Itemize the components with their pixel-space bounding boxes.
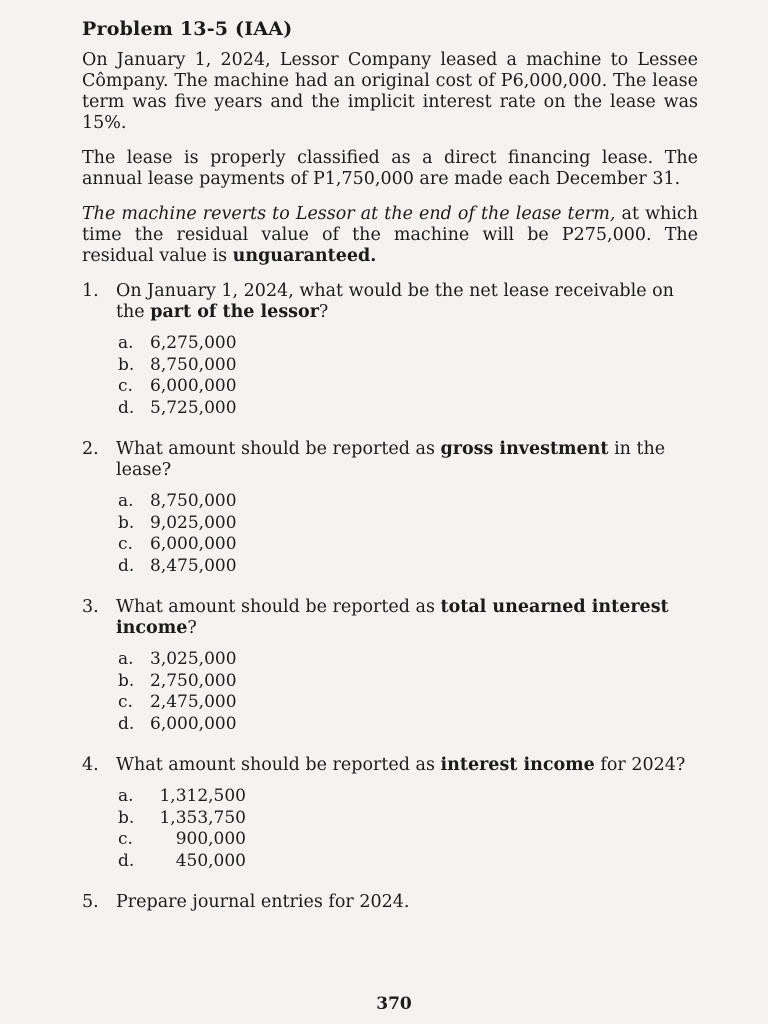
answer-option[interactable] <box>118 355 698 377</box>
option-value: 6,000,000 <box>150 534 237 554</box>
option-letter: c. <box>118 534 133 554</box>
question-number: 5. <box>82 892 99 912</box>
option-value: 1,312,500 <box>159 786 246 806</box>
question-text-part: for 2024? <box>594 755 686 775</box>
answer-option[interactable] <box>118 829 698 851</box>
option-letter: a. <box>118 786 134 806</box>
answer-option[interactable] <box>118 692 698 714</box>
option-value: 9,025,000 <box>150 512 237 533</box>
answer-option[interactable] <box>118 556 698 578</box>
problem-title: Problem 13-5 (IAA) <box>82 18 293 40</box>
question-text-part: Prepare journal entries for 2024. <box>116 892 410 912</box>
option-letter: d. <box>118 713 135 734</box>
intro-paragraph-3-italic: The machine reverts to Lessor at the end of the lease term, <box>82 204 616 224</box>
question-2 <box>82 439 698 481</box>
option-letter: d. <box>118 555 135 576</box>
question-text-bold: total unearned interest income <box>116 597 669 638</box>
option-letter: c. <box>118 376 133 396</box>
question-1 <box>82 281 698 323</box>
intro-paragraph-2: The lease is properly classified as a direct financing lease. The annual lease payments of P1,750,000 are made each December 31. <box>82 148 698 189</box>
option-letter: b. <box>118 670 135 691</box>
answer-option[interactable] <box>118 333 698 355</box>
answer-options-1 <box>118 333 698 419</box>
option-letter: b. <box>118 354 135 375</box>
option-letter: a. <box>118 649 134 669</box>
question-text-bold: interest income <box>440 755 595 775</box>
option-value: 2,750,000 <box>150 670 237 691</box>
question-text <box>116 597 698 639</box>
option-value: 8,750,000 <box>150 354 237 375</box>
question-text-bold: part of the lessor <box>150 302 319 322</box>
answer-options-2 <box>118 491 698 577</box>
question-text-part: What amount should be reported as <box>116 439 441 459</box>
option-value: 450,000 <box>175 850 246 871</box>
question-text-part: ? <box>187 618 197 638</box>
question-number: 4. <box>82 755 99 775</box>
intro-paragraph-1: On January 1, 2024, Lessor Company leased a machine to Lessee Cômpany. The machine had an original cost of P6,000,000. The lease term was five years and the implicit interest rate on the lease was 15%. <box>82 50 698 133</box>
answer-options-4 <box>118 786 698 872</box>
answer-option[interactable] <box>118 649 698 671</box>
answer-option[interactable] <box>118 808 698 830</box>
intro-paragraph-3 <box>82 204 698 267</box>
intro-paragraph-3-bold: unguaranteed. <box>232 246 377 266</box>
answer-option[interactable] <box>118 491 698 513</box>
answer-option[interactable] <box>118 398 698 420</box>
question-text <box>116 755 698 776</box>
question-5 <box>82 892 698 913</box>
option-value: 3,025,000 <box>150 649 237 669</box>
answer-option[interactable] <box>118 534 698 556</box>
option-value: 2,475,000 <box>150 692 237 712</box>
question-text-part: ? <box>318 302 329 322</box>
option-value: 1,353,750 <box>159 807 246 828</box>
question-text-part: What amount should be reported as <box>116 597 441 617</box>
intro-paragraph-3-text: at which time the residual value of the machine will be P275,000. The residual value is <box>82 204 698 266</box>
question-3 <box>82 597 698 639</box>
question-text <box>116 281 698 323</box>
question-text-part: On January 1, 2024, what would be the net lease receivable on the <box>116 281 674 322</box>
option-value: 900,000 <box>175 829 246 849</box>
option-letter: b. <box>118 512 135 533</box>
option-letter: a. <box>118 491 134 511</box>
option-value: 8,475,000 <box>150 555 237 576</box>
option-letter: d. <box>118 397 135 418</box>
option-value: 5,725,000 <box>150 397 237 418</box>
option-value: 6,000,000 <box>150 713 237 734</box>
answer-option[interactable] <box>118 714 698 736</box>
option-value: 6,275,000 <box>150 333 237 353</box>
question-text-bold: gross investment <box>440 439 609 459</box>
question-number: 2. <box>82 439 99 459</box>
answer-options-3 <box>118 649 698 735</box>
option-letter: c. <box>118 829 133 849</box>
option-letter: c. <box>118 692 133 712</box>
option-value: 8,750,000 <box>150 491 237 511</box>
page-number: 370 <box>376 994 412 1014</box>
option-letter: b. <box>118 807 135 828</box>
answer-option[interactable] <box>118 786 698 808</box>
question-number: 1. <box>82 281 99 301</box>
question-number: 3. <box>82 597 99 617</box>
answer-option[interactable] <box>118 851 698 873</box>
question-text <box>116 439 698 481</box>
answer-option[interactable] <box>118 671 698 693</box>
option-letter: d. <box>118 850 135 871</box>
answer-option[interactable] <box>118 376 698 398</box>
question-text <box>116 892 698 913</box>
question-text-part: What amount should be reported as <box>116 755 441 775</box>
option-value: 6,000,000 <box>150 376 237 396</box>
option-letter: a. <box>118 333 134 353</box>
question-text-part: in the lease? <box>116 439 666 480</box>
answer-option[interactable] <box>118 513 698 535</box>
question-4 <box>82 755 698 776</box>
